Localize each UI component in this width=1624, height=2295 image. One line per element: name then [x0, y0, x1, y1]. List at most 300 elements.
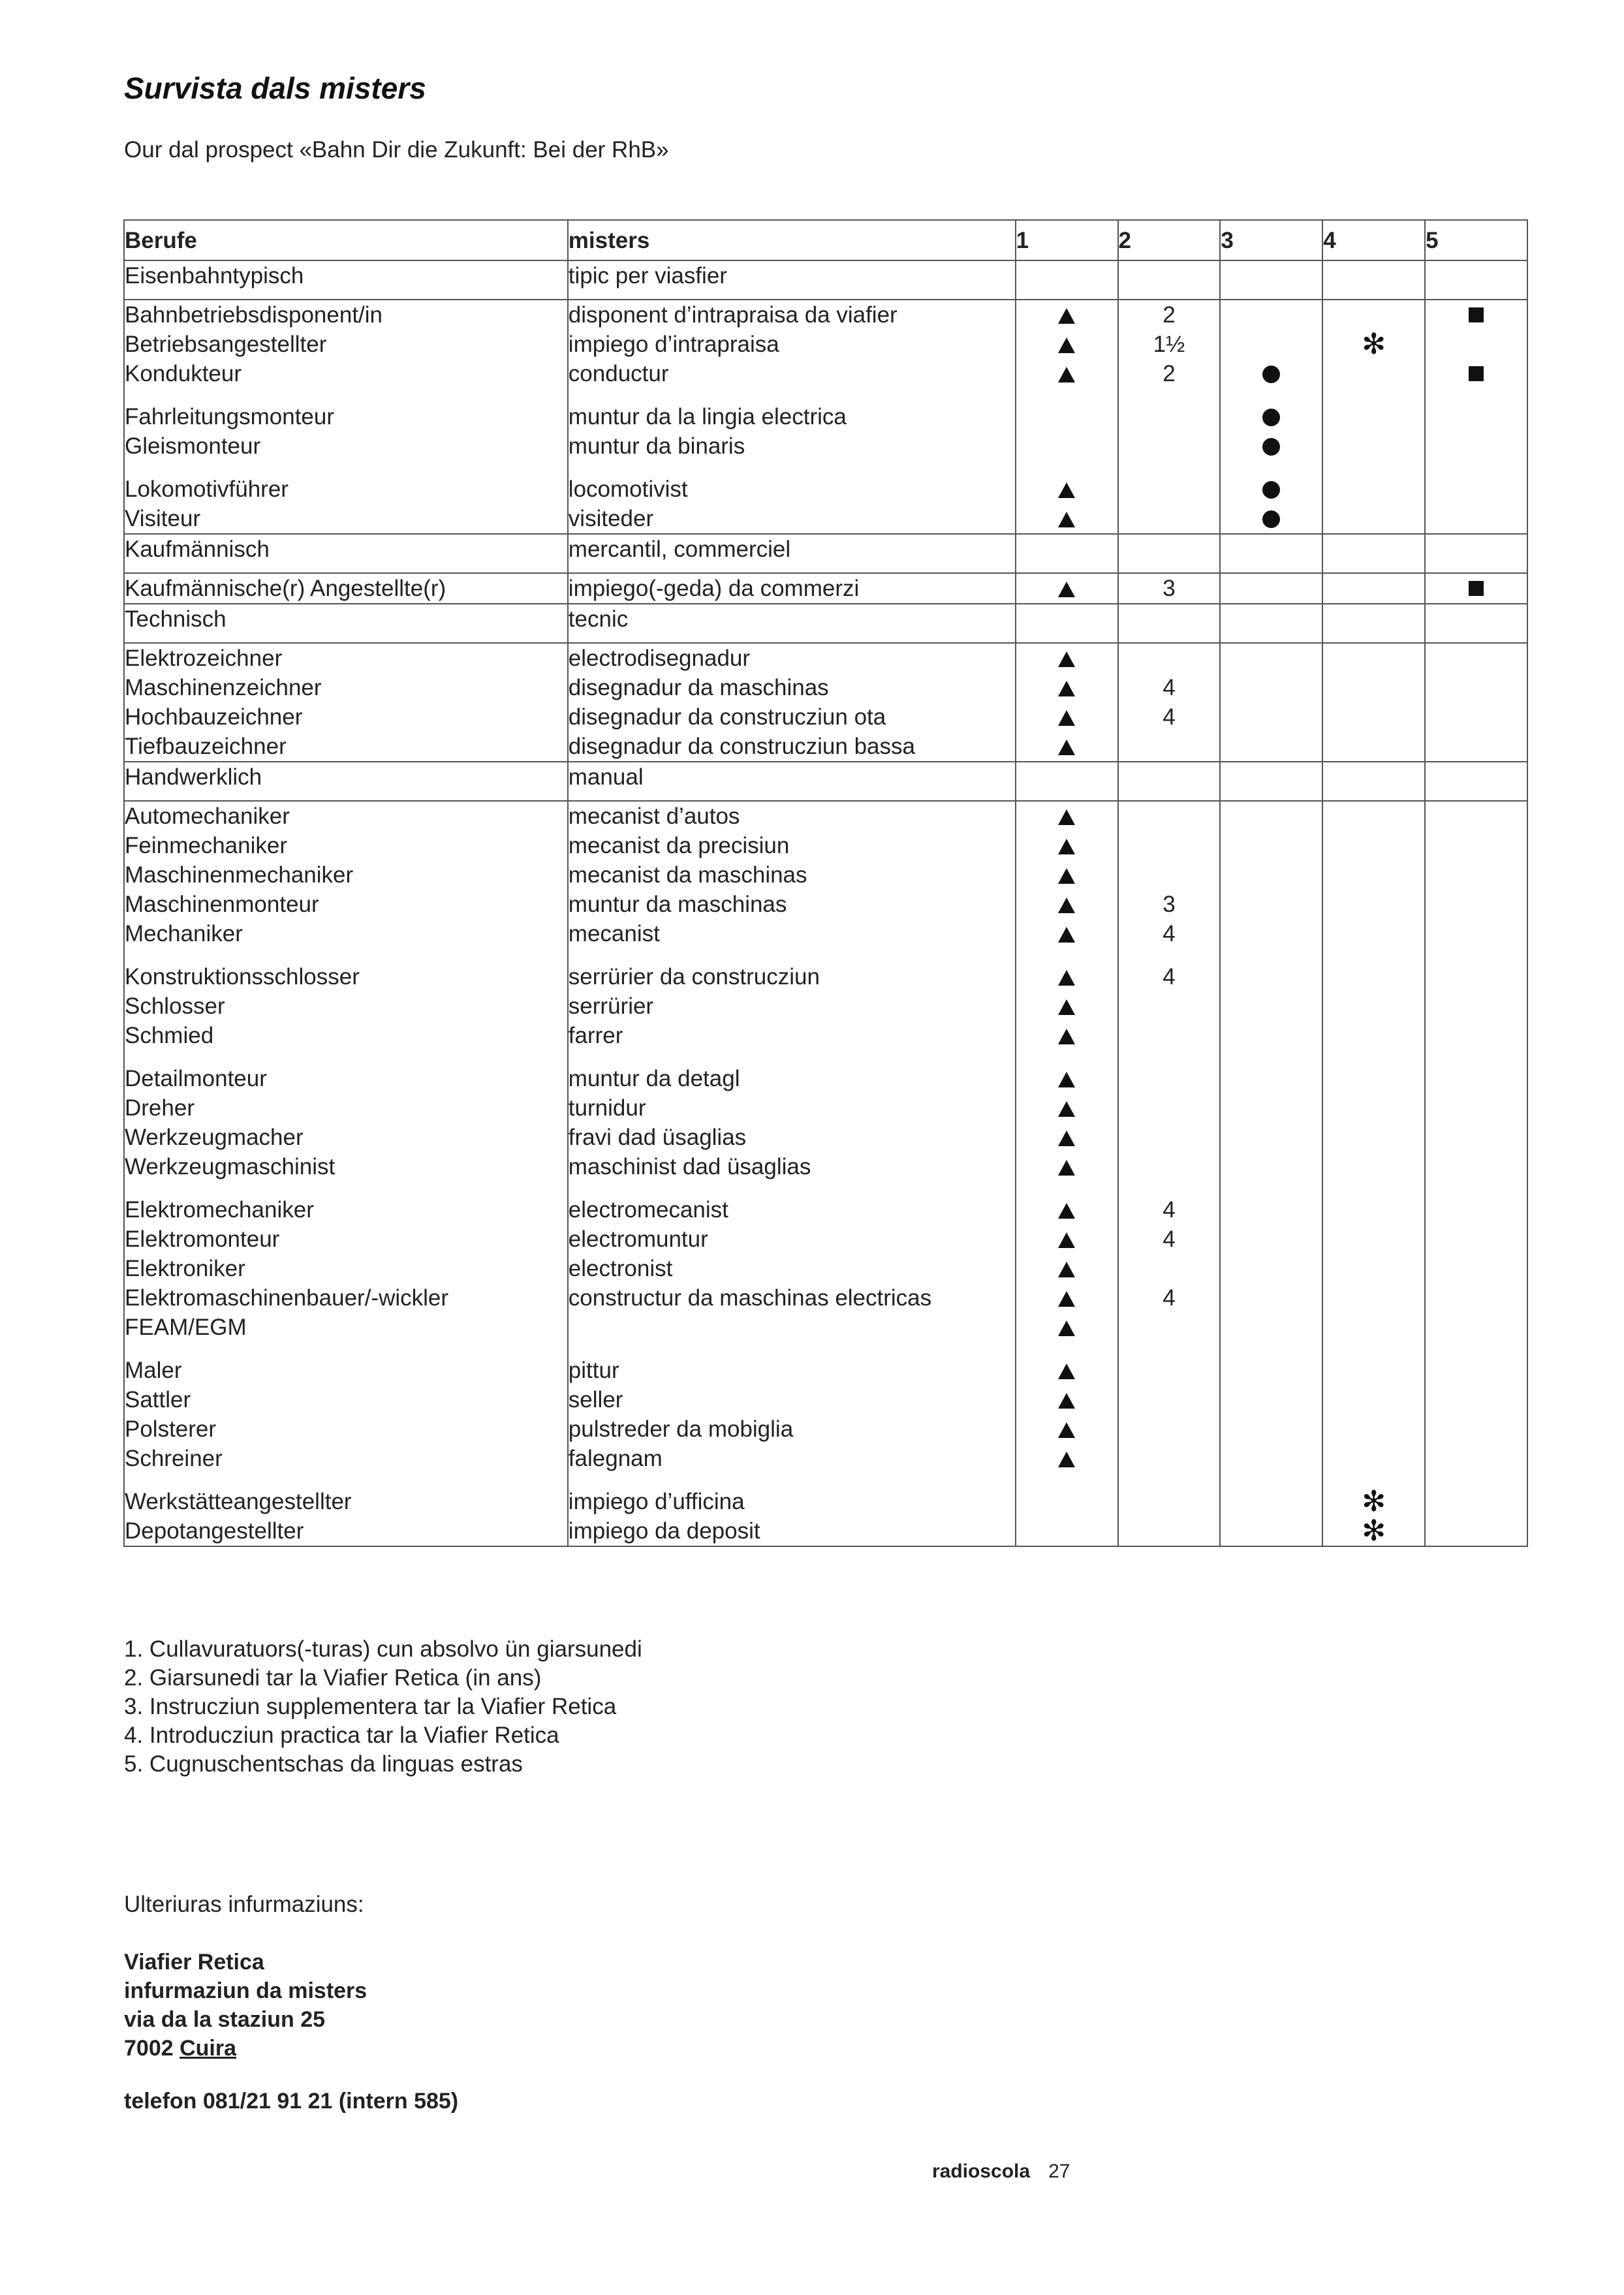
empty-marker: [1221, 831, 1322, 860]
row-gap: [1426, 1050, 1527, 1064]
empty-marker: [1323, 831, 1424, 860]
category-row: [124, 534, 1527, 573]
job-misters: serrürier: [568, 993, 654, 1019]
page-number: 27: [1048, 2161, 1070, 2182]
empty-marker: [1426, 890, 1527, 919]
header-col-1: 1: [1016, 220, 1118, 260]
address-city-line: [124, 2034, 367, 2063]
category-cell-3: [1220, 604, 1322, 643]
empty-marker: [1323, 1225, 1424, 1254]
circle-marker: [1262, 366, 1280, 383]
empty-marker: [1221, 1093, 1322, 1123]
duration-value: 4: [1163, 1197, 1176, 1223]
duration-value: 3: [1163, 576, 1176, 601]
category-row: [124, 604, 1527, 643]
empty-marker: [1221, 574, 1322, 603]
empty-marker: [1119, 732, 1220, 761]
empty-marker: [1426, 991, 1527, 1021]
empty-marker: [1016, 1516, 1117, 1546]
job-name: Werkzeugmaschinist: [125, 1154, 336, 1179]
marker: [1016, 475, 1117, 504]
job-name: Betriebsangestellter: [125, 332, 327, 357]
job-name: Fahrleitungsmonteur: [125, 404, 334, 429]
job-misters: disegnadur da maschinas: [568, 675, 829, 700]
row-gap: [1119, 1050, 1220, 1064]
job-misters: pittur: [568, 1358, 619, 1383]
row-gap: [1323, 948, 1424, 962]
group-row: [124, 573, 1527, 604]
contact-phone: telefon 081/21 91 21 (intern 585): [124, 2089, 459, 2114]
marker: [1016, 1021, 1117, 1050]
triangle-marker: [1058, 710, 1075, 726]
marker: [1016, 702, 1117, 732]
row-gap: [1119, 388, 1220, 402]
empty-marker: [1323, 475, 1424, 504]
empty-marker: [1323, 991, 1424, 1021]
marker: [1323, 1487, 1424, 1516]
job-misters: mecanist da precisiun: [568, 833, 790, 858]
empty-marker: [1119, 1093, 1220, 1123]
category-cell-1: [1016, 534, 1118, 573]
category-cell-4: [1322, 604, 1425, 643]
empty-marker: [1426, 1444, 1527, 1473]
marker-cell-1: [1016, 573, 1118, 604]
empty-marker: [1221, 1283, 1322, 1313]
square-marker: [1469, 307, 1484, 322]
empty-marker: [1426, 1487, 1527, 1516]
berufe-cell: [124, 801, 568, 1546]
category-cell-2: [1118, 604, 1221, 643]
triangle-marker: [1058, 1029, 1075, 1044]
row-gap: [1426, 461, 1527, 475]
misters-cell: [568, 643, 1016, 762]
job-name: Elektroniker: [125, 1256, 245, 1281]
job-name: Maschinenmonteur: [125, 892, 319, 917]
job-misters: muntur da binaris: [568, 433, 745, 459]
asterisk-marker: ✻: [1362, 1514, 1386, 1548]
empty-marker: [1426, 702, 1527, 732]
row-gap: [1426, 948, 1527, 962]
asterisk-marker: ✻: [1362, 1485, 1386, 1518]
empty-marker: [1426, 1093, 1527, 1123]
empty-marker: [1221, 1225, 1322, 1254]
marker: [1221, 475, 1322, 504]
marker-cell-2: [1118, 801, 1221, 1546]
marker: [1016, 574, 1117, 603]
empty-marker: [1221, 330, 1322, 359]
marker: [1016, 1123, 1117, 1152]
job-misters: impiego d’intrapraisa: [568, 332, 779, 357]
empty-marker: [1426, 919, 1527, 948]
triangle-marker: [1058, 367, 1075, 382]
row-gap: [1016, 948, 1117, 962]
category-cell-4: [1322, 260, 1425, 300]
job-misters: impiego(-geda) da commerzi: [568, 576, 860, 601]
job-misters: mecanist d’autos: [568, 804, 740, 829]
circle-marker: [1262, 409, 1280, 426]
empty-marker: [1221, 1254, 1322, 1283]
further-info-label: Ulteriuras infurmaziuns:: [124, 1892, 364, 1917]
category-cell-5: [1425, 604, 1527, 643]
asterisk-marker: ✻: [1362, 328, 1386, 361]
row-gap: [1221, 461, 1322, 475]
contact-address: [124, 1948, 367, 2063]
empty-marker: [1221, 702, 1322, 732]
triangle-marker: [1058, 582, 1075, 597]
empty-marker: [1426, 1516, 1527, 1546]
row-gap: [1323, 1181, 1424, 1195]
job-misters: constructur da maschinas electricas: [568, 1285, 932, 1311]
empty-marker: [1323, 1021, 1424, 1050]
triangle-marker: [1058, 1232, 1075, 1248]
job-name: Maschinenmechaniker: [125, 862, 354, 888]
empty-marker: [1426, 1283, 1527, 1313]
job-name: Schlosser: [125, 993, 225, 1019]
marker: [1221, 402, 1322, 431]
category-cell-4: [1322, 534, 1425, 573]
triangle-marker: [1058, 898, 1075, 913]
triangle-marker: [1058, 337, 1075, 353]
empty-marker: [1323, 1385, 1424, 1414]
duration-value: 2: [1163, 302, 1176, 328]
job-misters: mecanist: [568, 921, 660, 946]
square-marker: [1469, 366, 1484, 381]
page-title: Survista dals misters: [124, 71, 426, 105]
job-name: Werkzeugmacher: [125, 1125, 304, 1150]
empty-marker: [1221, 732, 1322, 761]
job-misters: visiteder: [568, 506, 654, 531]
row-gap: [1016, 1181, 1117, 1195]
page-footer: [932, 2161, 1070, 2183]
berufe-cell: [124, 573, 568, 604]
empty-marker: [1221, 1313, 1322, 1342]
empty-marker: [1221, 1123, 1322, 1152]
job-misters: falegnam: [568, 1446, 663, 1471]
job-misters: electrodisegnadur: [568, 646, 751, 671]
job-misters: electronist: [568, 1256, 673, 1281]
category-cell-3: [1220, 260, 1322, 300]
marker-cell-4: [1322, 801, 1425, 1546]
circle-marker: [1262, 481, 1280, 499]
empty-marker: [1119, 1356, 1220, 1385]
duration-value: 2: [1163, 361, 1176, 386]
empty-marker: [1221, 860, 1322, 890]
category-row: [124, 762, 1527, 801]
empty-marker: [1119, 1021, 1220, 1050]
legend-item-4: 4. Introducziun practica tar la Viafier Retica: [124, 1723, 559, 1748]
empty-marker: [1426, 475, 1527, 504]
empty-marker: [1323, 732, 1424, 761]
empty-marker: [1323, 860, 1424, 890]
empty-marker: [1119, 1414, 1220, 1444]
empty-marker: [1119, 504, 1220, 533]
empty-marker: [1323, 890, 1424, 919]
marker-cell-1: [1016, 801, 1118, 1546]
job-misters: pulstreder da mobiglia: [568, 1416, 794, 1442]
marker: [1016, 300, 1117, 330]
empty-marker: [1323, 1283, 1424, 1313]
triangle-marker: [1058, 1364, 1075, 1379]
empty-marker: [1323, 802, 1424, 831]
table-body: [124, 260, 1527, 1546]
empty-marker: [1426, 1021, 1527, 1050]
empty-marker: [1426, 504, 1527, 533]
empty-marker: [1221, 1195, 1322, 1225]
empty-marker: [1323, 431, 1424, 461]
marker: [1016, 919, 1117, 948]
triangle-marker: [1058, 681, 1075, 696]
jobs-table: [123, 219, 1528, 1547]
category-cell-3: [1220, 534, 1322, 573]
group-row: [124, 801, 1527, 1546]
legend-item-5: 5. Cugnuschentschas da linguas estras: [124, 1751, 523, 1777]
empty-marker: [1426, 673, 1527, 702]
job-name: Schmied: [125, 1023, 214, 1048]
empty-marker: [1426, 644, 1527, 673]
duration-value: 4: [1163, 704, 1176, 730]
circle-marker: [1262, 438, 1280, 456]
row-gap: [125, 1342, 567, 1356]
marker-cell-5: [1425, 643, 1527, 762]
row-gap: [1221, 1342, 1322, 1356]
empty-marker: [1119, 1123, 1220, 1152]
marker-cell-4: [1322, 643, 1425, 762]
marker: [1016, 831, 1117, 860]
row-gap: [1426, 388, 1527, 402]
empty-marker: [1119, 1152, 1220, 1181]
job-name: Hochbauzeichner: [125, 704, 303, 730]
job-name: Maschinenzeichner: [125, 675, 322, 700]
category-cell-2: [1118, 534, 1221, 573]
marker: [1221, 431, 1322, 461]
row-gap: [1323, 461, 1424, 475]
empty-marker: [1221, 300, 1322, 330]
row-gap: [125, 461, 567, 475]
category-cell-1: [1016, 260, 1118, 300]
row-gap: [1221, 948, 1322, 962]
job-misters: farrer: [568, 1023, 623, 1048]
empty-marker: [1426, 1152, 1527, 1181]
job-misters: muntur da maschinas: [568, 892, 787, 917]
group-row: [124, 300, 1527, 534]
duration-value: 1½: [1153, 332, 1185, 357]
triangle-marker: [1058, 868, 1075, 884]
empty-marker: [1323, 702, 1424, 732]
empty-marker: [1221, 1487, 1322, 1516]
empty-marker: [1323, 402, 1424, 431]
row-gap: [1119, 1473, 1220, 1487]
marker-cell-1: [1016, 643, 1118, 762]
misters-cell: [568, 801, 1016, 1546]
header-col-3: 3: [1220, 220, 1322, 260]
marker: [1016, 1385, 1117, 1414]
empty-marker: [1221, 1516, 1322, 1546]
category-name: Handwerklich: [124, 762, 568, 801]
marker-cell-4: [1322, 573, 1425, 604]
duration-value: 4: [1163, 675, 1176, 700]
marker: [1016, 1195, 1117, 1225]
empty-marker: [1221, 962, 1322, 991]
marker-cell-5: [1425, 300, 1527, 534]
category-misters: mercantil, commerciel: [568, 534, 1016, 573]
empty-marker: [1119, 1385, 1220, 1414]
square-marker: [1469, 581, 1484, 596]
triangle-marker: [1058, 1291, 1075, 1307]
marker: [1221, 359, 1322, 388]
category-cell-4: [1322, 762, 1425, 801]
row-gap: [1016, 1050, 1117, 1064]
empty-marker: [1119, 802, 1220, 831]
header-berufe: Berufe: [124, 220, 568, 260]
category-misters: tecnic: [568, 604, 1016, 643]
empty-marker: [1221, 1152, 1322, 1181]
empty-marker: [1426, 860, 1527, 890]
empty-marker: [1323, 574, 1424, 603]
marker: [1016, 504, 1117, 533]
empty-marker: [1426, 431, 1527, 461]
empty-marker: [1119, 991, 1220, 1021]
empty-marker: [1426, 1123, 1527, 1152]
table-header-row: [124, 220, 1527, 260]
header-misters: misters: [568, 220, 1016, 260]
category-cell-2: [1118, 260, 1221, 300]
marker: [1016, 732, 1117, 761]
triangle-marker: [1058, 1262, 1075, 1277]
empty-marker: [1323, 1064, 1424, 1093]
job-misters: turnidur: [568, 1095, 646, 1121]
marker-cell-5: [1425, 573, 1527, 604]
marker: [1016, 1093, 1117, 1123]
job-misters: electromecanist: [568, 1197, 728, 1223]
category-cell-1: [1016, 762, 1118, 801]
row-gap: [569, 1050, 1015, 1064]
triangle-marker: [1058, 999, 1075, 1015]
empty-marker: [1323, 300, 1424, 330]
row-gap: [1426, 1181, 1527, 1195]
triangle-marker: [1058, 1101, 1075, 1117]
empty-marker: [1221, 673, 1322, 702]
marker: [1323, 330, 1424, 359]
empty-marker: [1119, 475, 1220, 504]
empty-marker: [1323, 1254, 1424, 1283]
triangle-marker: [1058, 1393, 1075, 1409]
job-name: Automechaniker: [125, 804, 290, 829]
empty-marker: [1426, 1356, 1527, 1385]
category-cell-5: [1425, 762, 1527, 801]
empty-marker: [1323, 1123, 1424, 1152]
marker: [1016, 860, 1117, 890]
empty-marker: [1426, 1195, 1527, 1225]
address-street: via da la staziun 25: [124, 2007, 326, 2032]
marker: [1426, 359, 1527, 388]
row-gap: [1221, 1050, 1322, 1064]
empty-marker: [1119, 1313, 1220, 1342]
footer-publication: radioscola: [932, 2161, 1031, 2182]
triangle-marker: [1058, 651, 1075, 667]
triangle-marker: [1058, 1422, 1075, 1438]
job-name: Kondukteur: [125, 361, 242, 386]
job-name: Feinmechaniker: [125, 833, 287, 858]
group-row: [124, 643, 1527, 762]
header-col-4: 4: [1322, 220, 1425, 260]
marker: [1016, 1444, 1117, 1473]
job-name: Tiefbauzeichner: [125, 734, 287, 759]
duration-value: 4: [1163, 921, 1176, 946]
category-name: Technisch: [124, 604, 568, 643]
empty-marker: [1323, 1152, 1424, 1181]
triangle-marker: [1058, 740, 1075, 755]
job-name: Gleismonteur: [125, 433, 261, 459]
header-col-5: 5: [1425, 220, 1527, 260]
category-cell-1: [1016, 604, 1118, 643]
header-col-2: 2: [1118, 220, 1221, 260]
category-cell-3: [1220, 762, 1322, 801]
row-gap: [1323, 1050, 1424, 1064]
duration-value: 3: [1163, 892, 1176, 917]
empty-marker: [1221, 644, 1322, 673]
job-misters: electromuntur: [568, 1226, 708, 1252]
empty-marker: [1016, 431, 1117, 461]
job-misters: impiego d’ufficina: [568, 1489, 745, 1514]
job-name: Detailmonteur: [125, 1066, 267, 1091]
row-gap: [1221, 1473, 1322, 1487]
row-gap: [1221, 1181, 1322, 1195]
empty-marker: [1323, 919, 1424, 948]
empty-marker: [1323, 1195, 1424, 1225]
category-cell-5: [1425, 534, 1527, 573]
row-gap: [125, 1473, 567, 1487]
marker: [1016, 991, 1117, 1021]
circle-marker: [1262, 510, 1280, 528]
empty-marker: [1323, 962, 1424, 991]
empty-marker: [1119, 1064, 1220, 1093]
category-misters: manual: [568, 762, 1016, 801]
empty-marker: [1323, 1356, 1424, 1385]
job-misters: seller: [568, 1387, 623, 1413]
marker: [1016, 1254, 1117, 1283]
triangle-marker: [1058, 1452, 1075, 1467]
row-gap: [1119, 948, 1220, 962]
empty-marker: [1323, 1093, 1424, 1123]
empty-marker: [1119, 431, 1220, 461]
empty-marker: [1323, 673, 1424, 702]
category-cell-5: [1425, 260, 1527, 300]
job-name: Elektromaschinenbauer/-wickler: [125, 1285, 449, 1311]
marker: [1016, 1283, 1117, 1313]
category-row: [124, 260, 1527, 300]
empty-marker: [1323, 1313, 1424, 1342]
triangle-marker: [1058, 1160, 1075, 1176]
job-name: Elektromonteur: [125, 1226, 280, 1252]
marker: [1016, 890, 1117, 919]
job-name: Schreiner: [125, 1446, 223, 1471]
row-gap: [1119, 1342, 1220, 1356]
marker: [1426, 574, 1527, 603]
marker: [1016, 359, 1117, 388]
job-name: Werkstätteangestellter: [125, 1489, 352, 1514]
job-name: Visiteur: [125, 506, 201, 531]
empty-marker: [1323, 504, 1424, 533]
marker: [1323, 1516, 1424, 1546]
empty-marker: [1119, 402, 1220, 431]
empty-marker: [1119, 1254, 1220, 1283]
empty-marker: [1119, 831, 1220, 860]
berufe-cell: [124, 300, 568, 534]
empty-marker: [1426, 962, 1527, 991]
empty-marker: [1221, 1444, 1322, 1473]
empty-marker: [1016, 402, 1117, 431]
empty-marker: [1426, 802, 1527, 831]
